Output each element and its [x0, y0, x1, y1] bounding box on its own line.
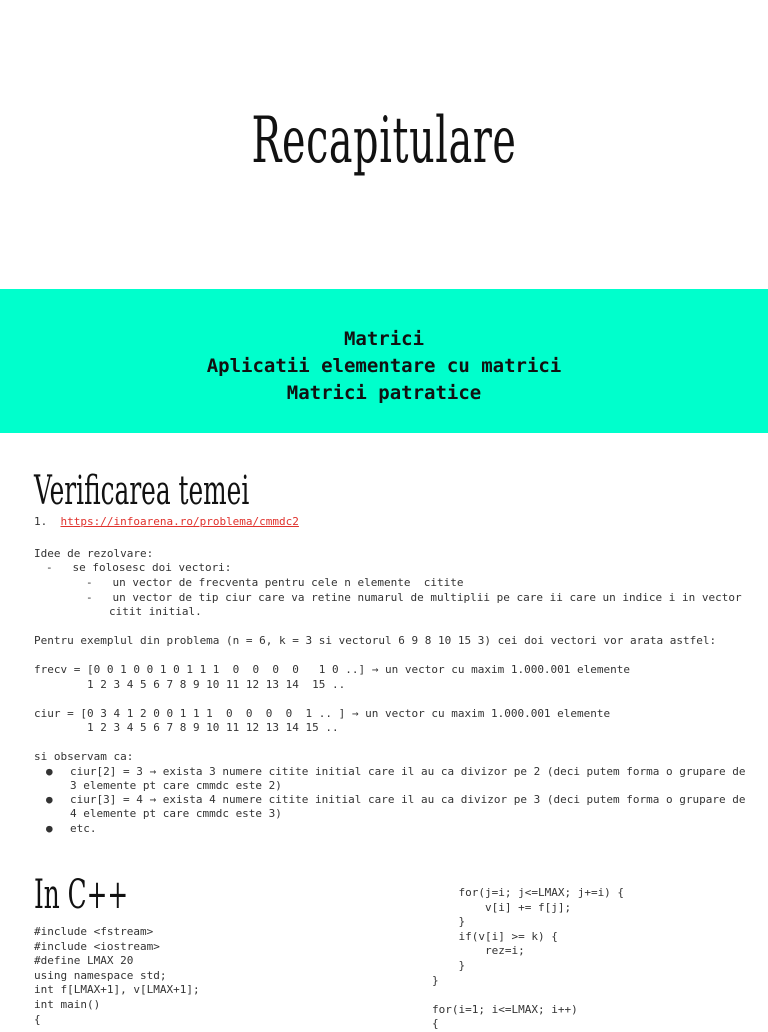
slide-title: Recapitulare: [251, 104, 517, 178]
idea-sub-3b: citit initial.: [109, 605, 202, 618]
cpp-code-right: for(j=i; j<=LMAX; j+=i) { v[i] += f[j]; } if(v[i] >= k) { rez=i; } } for(i=1; i<=LMAX; i++) {: [432, 886, 625, 1031]
observation-3: [46, 822, 97, 837]
homework-heading: Verificarea temei: [34, 468, 250, 514]
frecv-indices: 1 2 3 4 5 6 7 8 9 10 11 12 13 14 15 ..: [34, 678, 346, 691]
observe-label: si observam ca:: [34, 750, 134, 763]
observation-2: [46, 793, 746, 808]
observation-2-cont: 4 elemente pt care cmmdc este 3): [70, 807, 282, 820]
homework-item-1: [34, 515, 299, 530]
ciur-line: ciur = [0 3 4 1 2 0 0 1 1 1 0 0 0 0 1 .. ] → un vector cu maxim 1.000.001 elemente: [34, 707, 611, 720]
topic-line-3: Matrici patratice: [286, 382, 482, 404]
idea-sub-1: - se folosesc doi vectori:: [46, 561, 232, 574]
cpp-code-left: #include <fstream> #include <iostream> #define LMAX 20 using namespace std; int f[LMAX+1], v[LMAX+1]; int main() {: [34, 925, 200, 1026]
frecv-line: frecv = [0 0 1 0 0 1 0 1 1 1 0 0 0 0 1 0 ..] → un vector cu maxim 1.000.001 elemente: [34, 663, 631, 676]
example-line: Pentru exemplul din problema (n = 6, k = 3 si vectorul 6 9 8 10 15 3) cei doi vectori vor arata astfel:: [34, 634, 717, 647]
bullet-3: ●: [46, 822, 53, 835]
observation-1-cont: 3 elemente pt care cmmdc este 2): [70, 779, 282, 792]
topic-line-1: Matrici: [343, 328, 425, 350]
idea-label: Idee de rezolvare:: [34, 547, 154, 560]
observation-3-text: etc.: [70, 822, 97, 835]
observation-1: [46, 765, 746, 780]
observation-1-text: ciur[2] = 3 → exista 3 numere citite initial care il au ca divizor pe 2 (deci putem forma o grupare de: [70, 765, 746, 778]
topics-band: [0, 289, 768, 433]
title-slide: [0, 0, 768, 288]
topic-line-2: Aplicatii elementare cu matrici: [206, 355, 562, 377]
cpp-heading: In C++: [34, 872, 129, 918]
problem-link[interactable]: https://infoarena.ro/problema/cmmdc2: [60, 515, 299, 528]
observation-2-text: ciur[3] = 4 → exista 4 numere citite initial care il au ca divizor pe 3 (deci putem forma o grupare de: [70, 793, 746, 806]
bullet-2: ●: [46, 793, 53, 806]
ciur-indices: 1 2 3 4 5 6 7 8 9 10 11 12 13 14 15 ..: [34, 721, 339, 734]
idea-sub-3: - un vector de tip ciur care va retine numarul de multiplii pe care ii care un indice i in vector: [86, 591, 742, 604]
bullet-1: ●: [46, 765, 53, 778]
item-number: 1.: [34, 515, 48, 528]
idea-sub-2: - un vector de frecventa pentru cele n elemente citite: [86, 576, 464, 589]
